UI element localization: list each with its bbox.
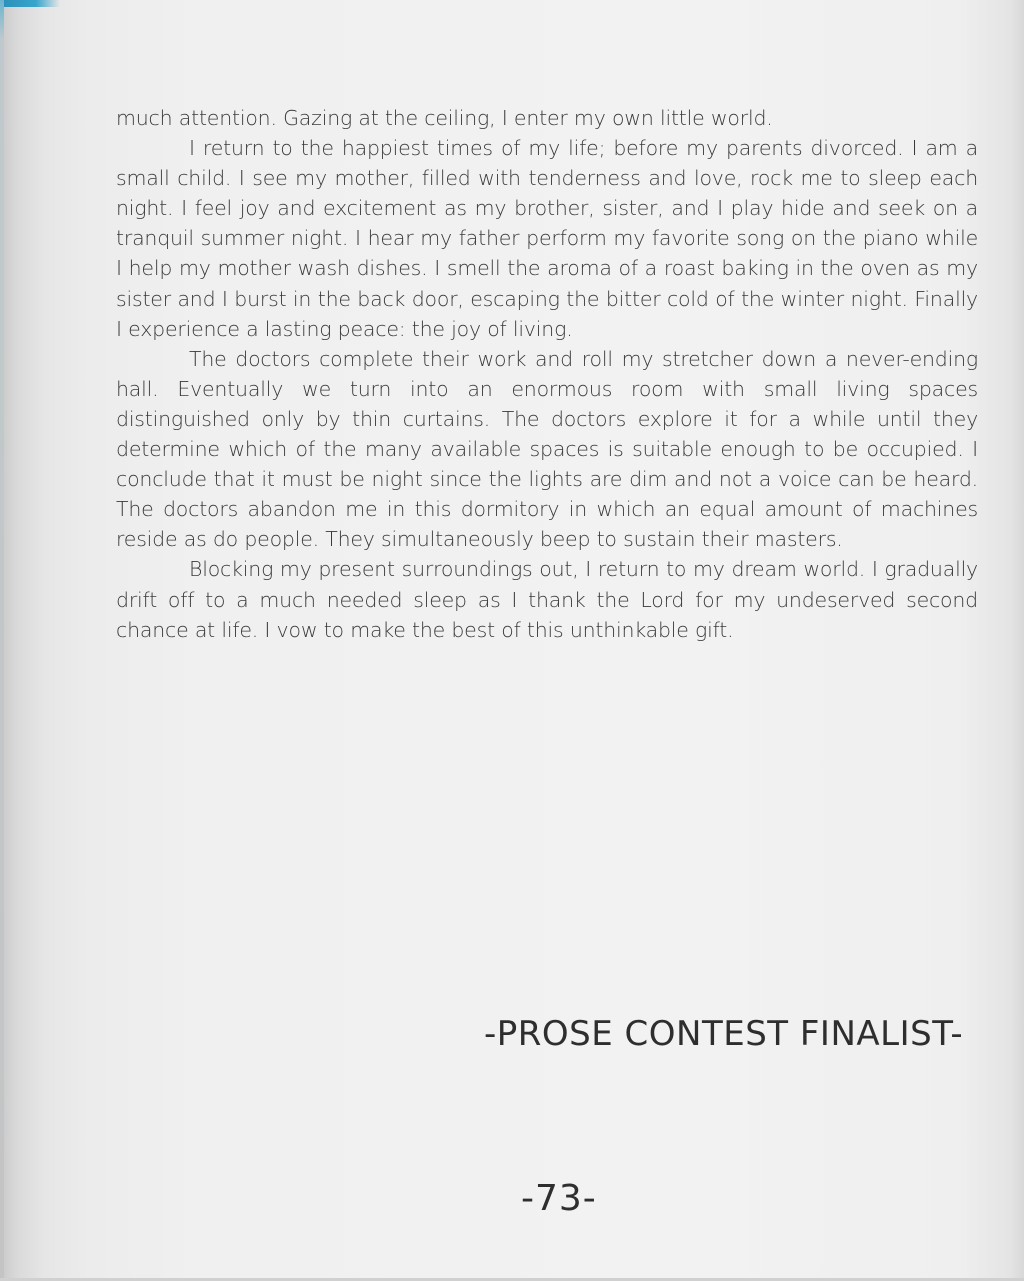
scanner-edge-artifact	[0, 0, 60, 7]
paragraph: Blocking my present surroundings out, I return to my dream world. I gradually drift off to a much needed sleep as I thank the Lord for my undeserved second chance at life. I vow to make the best of this unthinkable gift.	[116, 557, 978, 642]
paragraph-continuation: much attention. Gazing at the ceiling, I enter my own little world.	[116, 106, 773, 130]
paragraph: I return to the happiest times of my life; before my parents divorced. I am a small child. I see my mother, filled with tenderness and love, rock me to sleep each night. I feel joy and excitement as my brother, sister, and I play hide and seek on a tranquil summer night. I hear my father perform my favorite song on the piano while I help my mother wash dishes. I smell the aroma of a roast baking in the oven as my sister and I burst in the back door, escaping the bitter cold of the winter night. Finally I experience a lasting peace: the joy of living.	[116, 136, 978, 341]
paragraph: The doctors complete their work and roll my stretcher down a never-ending hall. Eventually we turn into an enormous room with small living spaces distinguished only by thin curtains. The doctors explore it for a while until they determine which of the many available spaces is suitable enough to be occupied. I conclude that it must be night since the lights are dim and not a voice can be heard. The doctors abandon me in this dormitory in which an equal amount of machines reside as do people. They simultaneously beep to sustain their masters.	[116, 346, 978, 552]
prose-body	[116, 103, 978, 645]
page-binding-shadow	[0, 0, 4, 1281]
contest-finalist-label: -PROSE CONTEST FINALIST-	[484, 1014, 964, 1054]
page-number: -73-	[521, 1178, 597, 1219]
